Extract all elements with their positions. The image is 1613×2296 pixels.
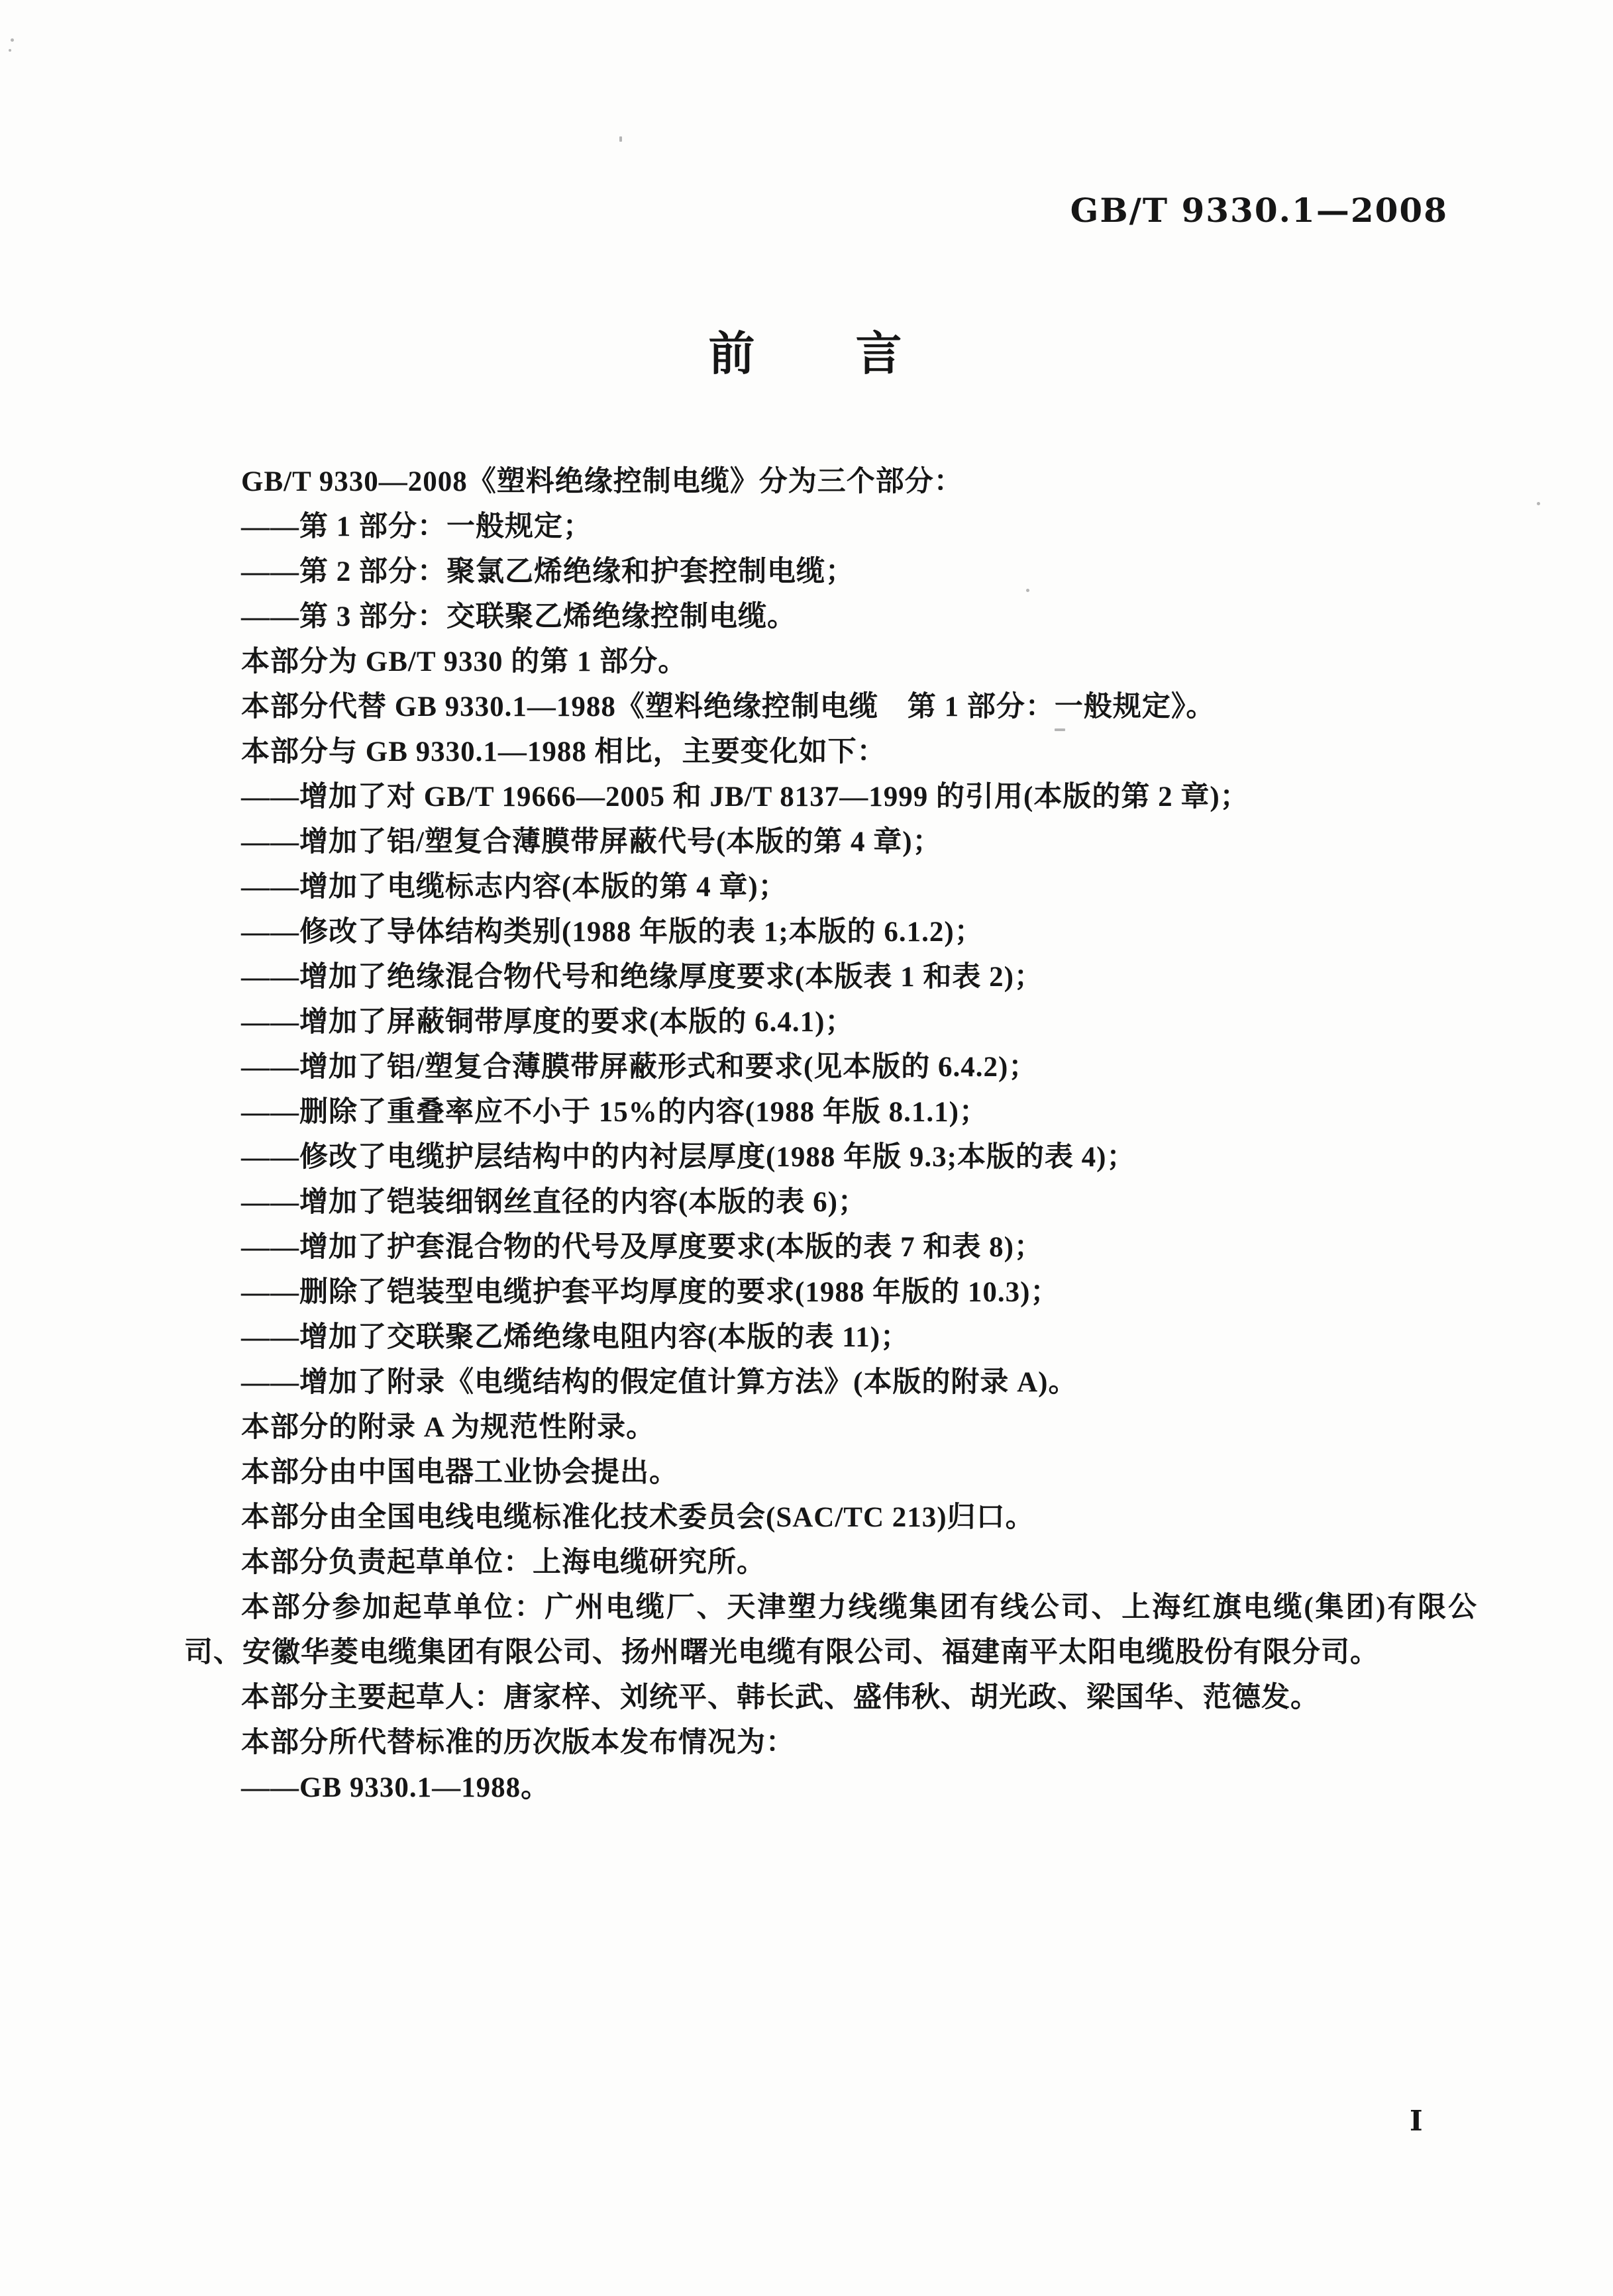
paragraph: ——增加了护套混合物的代号及厚度要求(本版的表 7 和表 8)； [241, 1232, 1043, 1263]
paragraph: ——删除了重叠率应不小于 15%的内容(1988 年版 8.1.1)； [241, 1097, 988, 1128]
paragraph: 本部分由全国电线电缆标准化技术委员会(SAC/TC 213)归口。 [241, 1502, 1035, 1533]
paragraph: 本部分代替 GB 9330.1—1988《塑料绝缘控制电缆 第 1 部分：一般规定》。 [241, 691, 1216, 723]
paragraph: ——修改了导体结构类别(1988 年版的表 1;本版的 6.1.2)； [241, 917, 984, 948]
paragraph: 本部分的附录 A 为规范性附录。 [241, 1412, 656, 1443]
paragraph: ——第 3 部分：交联聚乙烯绝缘控制电缆。 [241, 601, 796, 632]
paragraph: ——第 1 部分：一般规定； [241, 511, 592, 542]
standard-number: GB/T 9330.1—2008 [1070, 191, 1448, 230]
paragraph: 本部分所代替标准的历次版本发布情况为： [241, 1727, 795, 1758]
scan-speck [1055, 728, 1065, 731]
paragraph: ——增加了铝/塑复合薄膜带屏蔽形式和要求(见本版的 6.4.2)； [241, 1052, 1038, 1083]
paragraph: 本部分负责起草单位：上海电缆研究所。 [241, 1547, 766, 1578]
paragraph: 本部分为 GB/T 9330 的第 1 部分。 [241, 646, 688, 677]
paragraph: ——删除了铠装型电缆护套平均厚度的要求(1988 年版的 10.3)； [241, 1277, 1060, 1308]
paragraph: ——增加了对 GB/T 19666—2005 和 JB/T 8137—1999 的引用(本版的第 2 章)； [241, 781, 1249, 813]
paragraph: ——增加了交联聚乙烯绝缘电阻内容(本版的表 11)； [241, 1322, 910, 1353]
scan-speck [619, 136, 622, 142]
paragraph: ——增加了电缆标志内容(本版的第 4 章)； [241, 872, 788, 903]
paragraph: ——增加了屏蔽铜带厚度的要求(本版的 6.4.1)； [241, 1007, 855, 1038]
paragraph: ——增加了绝缘混合物代号和绝缘厚度要求(本版表 1 和表 2)； [241, 962, 1043, 993]
paragraph: 本部分主要起草人：唐家梓、刘统平、韩长武、盛伟秋、胡光政、梁国华、范德发。 [241, 1682, 1320, 1713]
paragraph: ——第 2 部分：聚氯乙烯绝缘和护套控制电缆； [241, 556, 855, 587]
scan-speck [1026, 589, 1029, 592]
paragraph: ——增加了铠装细钢丝直径的内容(本版的表 6)； [241, 1187, 867, 1218]
scan-speck [1537, 502, 1540, 505]
paragraph: ——GB 9330.1—1988。 [241, 1772, 550, 1803]
foreword-title: 前 言 [708, 326, 905, 381]
paragraph: 本部分由中国电器工业协会提出。 [241, 1457, 678, 1488]
paragraph: 本部分参加起草单位：广州电缆厂、天津塑力线缆集团有线公司、上海红旗电缆(集团)有限公司、安徽华菱电缆集团有限公司、扬州曙光电缆有限公司、福建南平太阳电缆股份有限分司。 [184, 1592, 1477, 1668]
foreword-body [184, 460, 1477, 1811]
paragraph: 本部分与 GB 9330.1—1988 相比，主要变化如下： [241, 736, 886, 768]
scan-speck [9, 49, 11, 52]
scan-speck [11, 38, 14, 42]
paragraph: GB/T 9330—2008《塑料绝缘控制电缆》分为三个部分： [241, 466, 963, 497]
paragraph: ——增加了附录《电缆结构的假定值计算方法》(本版的附录 A)。 [241, 1367, 1078, 1398]
paragraph: ——修改了电缆护层结构中的内衬层厚度(1988 年版 9.3;本版的表 4)； [241, 1142, 1136, 1173]
paragraph: ——增加了铝/塑复合薄膜带屏蔽代号(本版的第 4 章)； [241, 826, 942, 858]
page-number: I [1410, 2105, 1423, 2137]
